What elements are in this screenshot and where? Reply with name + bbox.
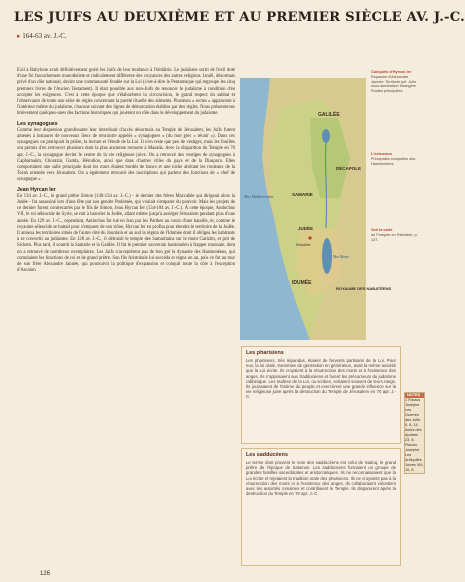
page-number: 126: [40, 571, 51, 577]
label-galilee: GALILÉE: [318, 112, 340, 118]
notes-box: [404, 392, 425, 474]
map-legend-low: [371, 228, 421, 242]
jerusalem-marker: [308, 236, 311, 239]
sadduceens-text: Le terme dont provient le nom des sadducéens est celui de Sadoq, le grand prêtre de l'époque de Salomon. Les sadducéens formaient un groupe de grandes familles sacerdotales et aristocratiques. Ils ne reconnaissaient que la Loi écrite et rejetaient la tradition orale des pharisiens. Ils ne croyaient pas à la résurrection des morts ni à l'existence des anges. Ils collaboraient volontiers avec les autorités romaines et contrôlaient le Temple. Ils disparurent après la destruction du Temple en 70 apr. J.-C.: [246, 460, 396, 497]
legend-top-text: Royaume d'Alexandre Jannée. Territoire juif. Juifs sous domination étrangère. Routes principales.: [371, 74, 418, 94]
pharisiens-text: Les pharisiens, très répandus, étaient de fervents partisans de la Loi. Pour eux, la loi orale, transmise de génération en génération, avait la même autorité que la Loi écrite. Ils croyaient à la résurrection des morts et à l'existence des anges. Ils s'opposaient aux Sadducéens et furent les précurseurs du judaïsme rabbinique. Les maîtres de la Loi, ou scribes, sortaient souvent de leurs rangs. Ils jouissaient de l'estime du peuple et exercèrent une grande influence sur la vie religieuse juive après la destruction du Temple de Jérusalem en 70 apr. J.-C.: [246, 358, 396, 400]
note-item: 23, 8. Flavius Josèphe: [405, 438, 420, 452]
dead-sea: [322, 238, 332, 274]
note-item: Les Antiquités: [405, 453, 422, 462]
legend-low-title: Voir la carte: [371, 228, 393, 232]
synagogues-paragraph: Comme leur dispersion grandissante leur interdisait d'accès désormais au Temple de Jérusalem, les Juifs furent amenés à instaurer de nouveaux lieux de rencontre appelés « synagogues » (du mot grec « réunir »). Dans ces synagogues on pratiquait la prière, la lecture et l'étude de la Loi. Il n'en reste que peu de vestiges, mais les fouilles ont permis d'en retrouver plusieurs dont la plus ancienne remonte à Masada. Avec la disparition du Temple en 70 apr. J.-C., la synagogue devint le centre de la vie religieuse juive. On a retrouvé des vestiges de synagogues à Capharnaüm, Chorazin, Gamla, Hérodion, ainsi que dans d'autres villes du pays et de la Diaspora. Elles comportaient une salle principale dont les murs étaient bordés de bancs et une niche abritant les rouleaux de la Torah orientée vers Jérusalem. On a également retrouvé des inscriptions qui parlent des fonctions de « chef de synagogue ».: [17, 127, 235, 183]
sadduceens-heading: Les sadducéens: [246, 452, 288, 458]
label-judee: JUDÉE: [298, 226, 314, 231]
page-subtitle: [17, 32, 67, 40]
main-text-column: [17, 68, 235, 275]
synagogues-heading: Les synagogues: [17, 120, 58, 127]
triangle-bullet-icon: ▸: [17, 32, 21, 40]
jean-hyrcan-paragraph: En 134 av. J.-C., le grand prêtre Simon (140-134 av. J.-C.) - le dernier des frères Maccabée qui dirigeait alors la Judée - fut assassiné lors d'une fête par son gendre Ptolémée, qui voulait s'emparer du pouvoir. Mais les projets de ce dernier furent contrecarrés par le fils de Simon, Jean Hyrcan Ier (134-104 av. J.-C.). À cette époque, Antiochus VII, le roi séleucide de Syrie, se mit à harceler la Judée, allant même jusqu'à assiéger Jérusalem pendant plus d'une année. En 129 av. J.-C., cependant, Antiochus fut tué en Iran par les Parthes au cours d'une bataille, et, comme le royaume séleucide se battait pour s'emparer de son trône, Hyrcan Ier en profita pour étendre le territoire de la Judée. Il annexa les territoires situés de l'autre côté du Jourdain et au sud la région de l'Idumée dont il obligea les habitants à se convertir au judaïsme. En 128 av. J.-C., il détruisit le temple des Samaritains sur le mont Garizim, et prit de Sichem. Plus tard, il soumit la Samarie et la Galilée. Il fut le premier souverain hasmonéen à frapper monnaie, dont on a retrouvé de nombreux exemplaires. Les Juifs n'acceptèrent pas de bon gré la dynastie des Hasmonéens, qui cumulaient les fonctions de roi et de grand prêtre. Son fils Aristobule lui succéda et régna un an, puis ce fut au tour de son frère Alexandre Jannée, qui poursuivit la politique d'expansion et conquit toute la côte à l'exception d'Ascalon.: [17, 193, 235, 274]
note-item: 1 Flavius Josèphe: [405, 398, 421, 407]
pharisiens-heading: Les pharisiens: [246, 350, 284, 356]
date-range: 164-63 av. J.-C.: [22, 32, 67, 40]
label-mediterranee: Mer Méditerranée: [244, 194, 274, 199]
label-jerusalem: Jérusalem: [296, 243, 311, 247]
label-nabateens: ROYAUME DES NABATÉENS: [336, 286, 392, 291]
legend-mid-title: L'extension: [371, 152, 392, 156]
note-item: Les Guerres des Juifs: [405, 408, 420, 422]
intro-paragraph: Exil à Babylone avait définitivement guéri les Juifs de leur tendance à l'idolâtrie. Le judaïsme sortit de l'exil doté d'une foi farouchement monothéiste et radicalement différente des croyances des autres religions. Israël, désormais privé d'un rôle national, devint une communauté fondée sur la Loi (c'est-à-dire le Pentateuque qui regroupe les cinq premiers livres de l'Ancien Testament). Il était possible aux non-Juifs de renoncer le judaïsme à condition d'en accepter les exigences. C'est à cette époque que s'élaborèrent la circoncision, le grand respect du sabbat et l'observance de toute une série de règles concernant la pureté rituelle des aliments. Plusieurs « sectes » apparurent à l'intérieur même du judaïsme, chacune suivant des lignes de démarcation établies par des règles. Nous présenterons brièvement quelques-unes des factions historiques qui jouèrent un rôle dans le développement du judaïsme.: [17, 68, 235, 117]
legend-mid-text: Principales conquêtes des Hasmonéens.: [371, 156, 416, 166]
map-legend-mid: [371, 152, 421, 166]
label-samarie: SAMARIE: [292, 192, 313, 197]
note-item: II, 8, 14. Actes des Apôtres: [405, 423, 422, 437]
jean-hyrcan-heading: Jean Hyrcan Ier: [17, 186, 56, 193]
pharisiens-box: [241, 346, 401, 444]
map-legend-top: [371, 70, 421, 94]
lake-galilee: [322, 129, 330, 143]
label-mer-morte: Mer Morte: [333, 255, 349, 259]
sadduceens-box: [241, 448, 401, 566]
legend-low-text: de Pompée en Palestine, p. 137.: [371, 232, 418, 242]
page-title: LES JUIFS AU DEUXIÈME ET AU PREMIER SIÈCLE AV. J.-C.: [14, 10, 465, 25]
notes-heading: NOTES: [405, 393, 424, 398]
note-item: Juives XIII, 10, 6.: [405, 463, 424, 472]
label-idumee: IDUMÉE: [292, 280, 312, 286]
legend-top-title: Conquête d'Hyrcan Ier: [371, 70, 412, 74]
label-decapole: DÉCAPOLE: [336, 166, 362, 171]
